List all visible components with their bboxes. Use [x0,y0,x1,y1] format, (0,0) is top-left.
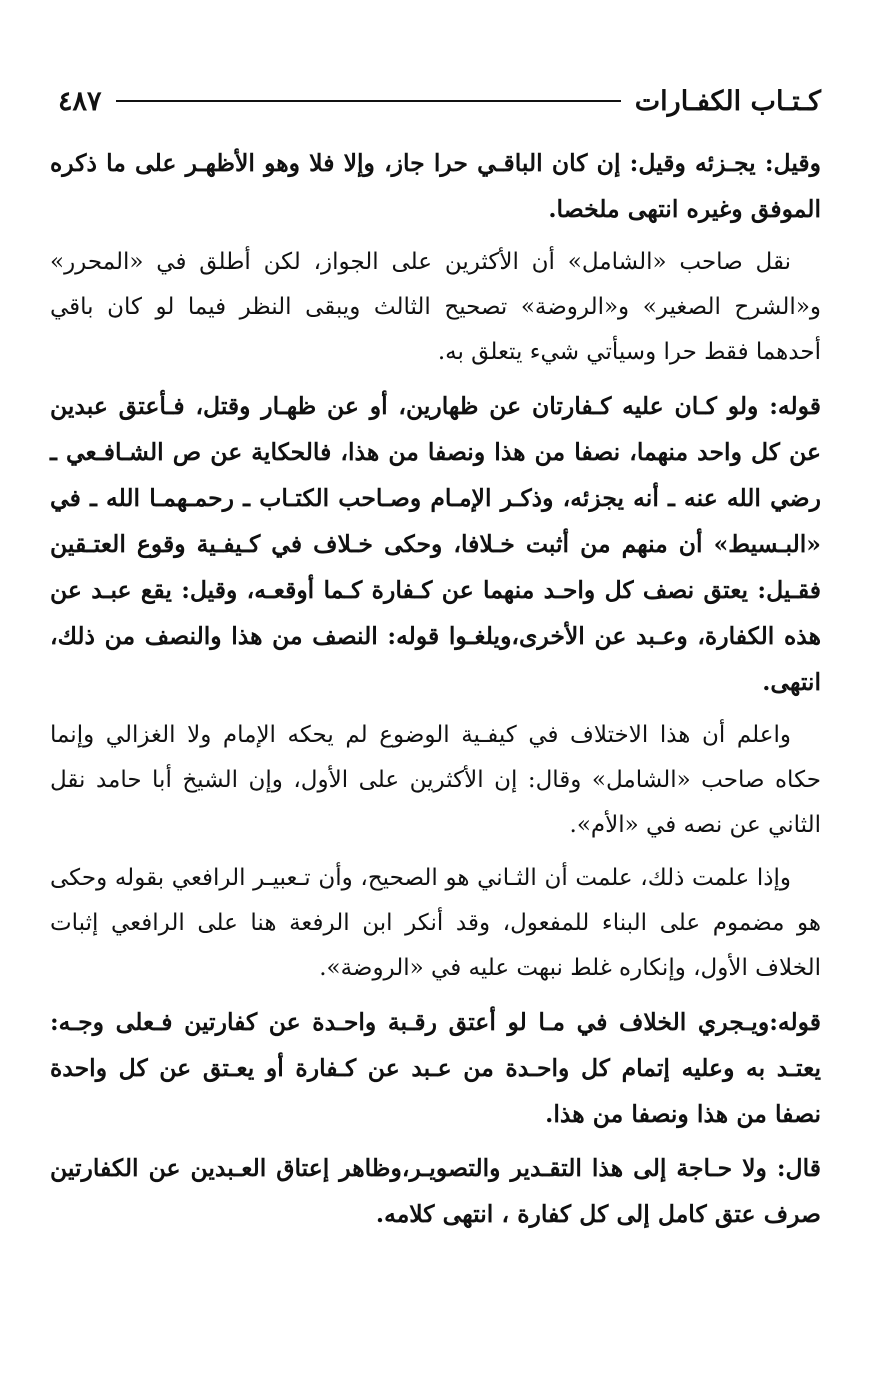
paragraph-6: قوله:ويـجري الخلاف في مـا لو أعتق رقـبة واحـدة عن كفارتين فـعلى وجـه: يعتـد به وعليه إتمام كل واحـدة من عـبد عن كـفارة أو يعـتق عن كل واحدة نصفا من هذا ونصفا من هذا. [50,1008,821,1128]
paragraph-1: وقيل: يجـزئه وقيل: إن كان الباقـي حرا جاز، وإلا فلا وهو الأظهـر على ما ذكره الموفق وغيره انتهى ملخصا. [50,149,821,223]
paragraph-5: وإذا علمت ذلك، علمت أن الثـاني هو الصحيح، وأن تـعبيـر الرافعي بقوله وحكى هو مضموم على البناء للمفعول، وقد أنكر ابن الرفعة هنا على الرافعي إثبات الخلاف الأول، وإنكاره غلط نبهت عليه في «الروضة». [50,865,821,981]
paragraph-3: قوله: ولو كـان عليه كـفارتان عن ظهارين، أو عن ظهـار وقتل، فـأعتق عبدين عن كل واحد منهما، نصفا من هذا ونصفا من هذا، فالحكاية عن ص الشـافـعي ـ رضي الله عنه ـ أنه يجزئه، وذكـر الإمـام وصـاحب الكتـاب ـ رحمـهمـا الله ـ في «البـسيط» أن منهم من أثبت خـلافا، وحكى خـلاف في كـيفـية وقوع العتـقين فقـيل: يعتق نصف كل واحـد منهما عن كـفارة كـما أوقعـه، وقيل: يقع عبـد عن هذه الكفارة، وعـبد عن الأخرى،ويلغـوا قوله: النصف من هذا والنصف من ذلك، انتهى. [50,392,821,696]
paragraph-2: نقل صاحب «الشامل» أن الأكثرين على الجواز، لكن أطلق في «المحرر» و«الشرح الصغير» و«الروضة» تصحيح الثالث ويبقى النظر فيما لو كان باقي أحدهما فقط حرا وسيأتي شيء يتعلق به. [50,249,821,365]
page-body [50,140,821,1245]
chapter-title: كـتـاب الكفـارات [634,85,821,117]
paragraph-7: قال: ولا حـاجة إلى هذا التقـدير والتصويـر،وظاهر إعتاق العـبدين عن الكفارتين صرف عتق كامل إلى كل كفارة ، انتهى كلامه. [50,1154,821,1228]
page-number: ٤٨٧ [58,85,102,117]
header-rule [116,100,621,102]
paragraph-4: واعلم أن هذا الاختلاف في كيفـية الوضوع لم يحكه الإمام ولا الغزالي وإنما حكاه صاحب «الشامل» وقال: إن الأكثرين على الأول، وإن الشيخ أبا حامد نقل الثاني عن نصه في «الأم». [50,722,821,838]
page-header [58,78,821,124]
